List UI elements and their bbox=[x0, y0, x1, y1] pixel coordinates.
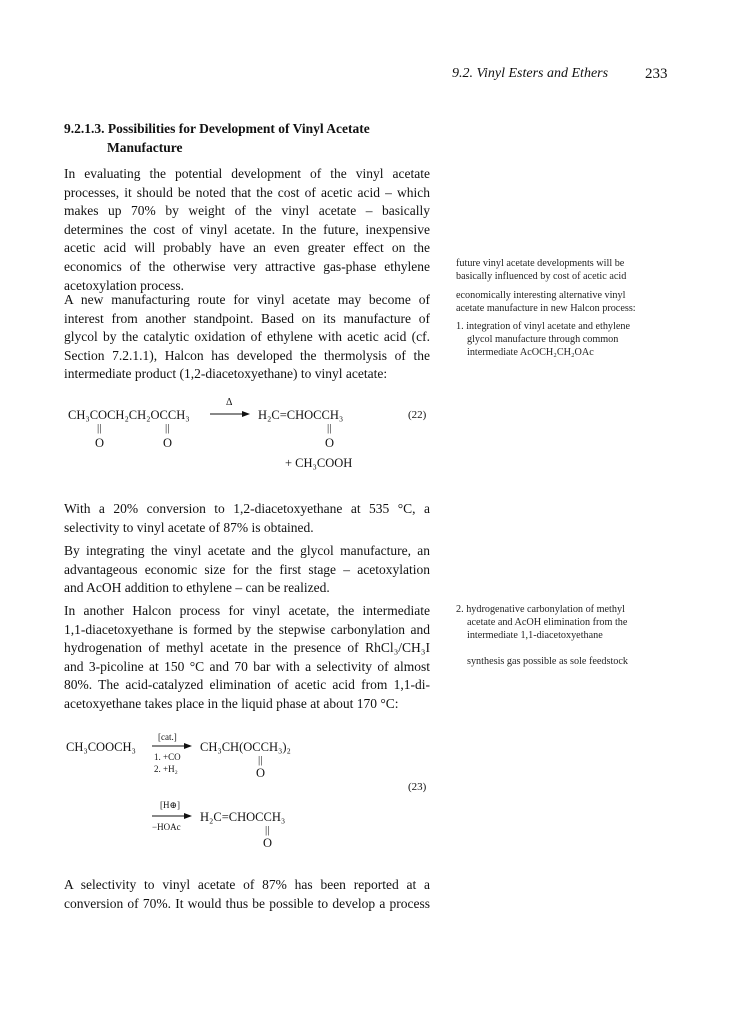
text-line: interest from another standpoint. Based on its manufacture of bbox=[64, 310, 430, 326]
text-line: In another Halcon process for vinyl acetate, the intermediate bbox=[64, 603, 430, 618]
text-line: advantageous economic size for the first stage – acetoxylation bbox=[64, 561, 430, 577]
paragraph-3 bbox=[64, 500, 430, 537]
section-heading-line1: 9.2.1.3. Possibilities for Development of Vinyl Acetate bbox=[64, 121, 370, 136]
margin-note-line: acetate manufacture in new Halcon process: bbox=[456, 303, 636, 314]
running-header: 9.2. Vinyl Esters and Ethers bbox=[452, 66, 609, 81]
eq23-number: (23) bbox=[408, 781, 427, 793]
eq23-carbonyl-o: O bbox=[256, 766, 266, 780]
text-line: determines the cost of vinyl acetate. In the future, inexpensive bbox=[64, 221, 430, 237]
paragraph-2 bbox=[64, 291, 430, 384]
text-line: A new manufacturing route for vinyl acetate may become of bbox=[64, 292, 430, 307]
margin-note-1 bbox=[456, 257, 671, 283]
margin-note-line: basically influenced by cost of acetic acid bbox=[456, 271, 627, 282]
text-line: and AcOH addition to ethylene – can be realized. bbox=[64, 580, 330, 596]
reaction-arrow bbox=[152, 810, 192, 822]
section-heading-line2: Manufacture bbox=[107, 140, 183, 155]
margin-note-line: future vinyl acetate developments will be bbox=[456, 258, 625, 269]
text-line: 1,1-diacetoxyethane is formed by the stepwise carbonylation and bbox=[64, 621, 430, 637]
text-line: makes up 70% by weight of the vinyl acetate – basically bbox=[64, 203, 430, 219]
eq23-intermediate: CH₃CH(OCCH₃)₂ bbox=[200, 740, 291, 754]
margin-note-line: 2. hydrogenative carbonylation of methyl bbox=[456, 604, 625, 615]
eq23-step1: 1. +CO bbox=[154, 752, 181, 762]
text-line: Section 7.2.1.1), Halcon has developed the thermolysis of the bbox=[64, 347, 430, 363]
text-line: 80%. The acid-catalyzed elimination of acetic acid from 1,1-di- bbox=[64, 677, 430, 693]
text-line: economics of the otherwise very attractive gas-phase ethylene bbox=[64, 258, 430, 274]
double-bond-mark: || bbox=[165, 422, 170, 434]
eq23-product: H₂C=CHOCCH₃ bbox=[200, 810, 286, 824]
margin-note-line: intermediate 1,1-diacetoxyethane bbox=[467, 630, 603, 641]
text-line: glycol by the catalytic oxidation of ethylene with acetic acid (cf. bbox=[64, 329, 430, 345]
double-bond-mark: || bbox=[97, 422, 102, 434]
paragraph-4 bbox=[64, 542, 430, 598]
text-line: selectivity to vinyl acetate of 87% is obtained. bbox=[64, 519, 314, 535]
margin-note-line: intermediate AcOCH₂CH₂OAc bbox=[467, 347, 594, 358]
eq22-carbonyl-o: O bbox=[163, 436, 173, 450]
text-line: conversion of 70%. It would thus be possible to develop a process bbox=[64, 895, 430, 911]
reaction-arrow bbox=[152, 740, 192, 752]
paragraph-6 bbox=[64, 876, 430, 913]
eq23-hoac-label: −HOAc bbox=[152, 822, 181, 832]
text-line: acetic acid will probably have an even greater effect on the bbox=[64, 240, 430, 256]
eq23-step2: 2. +H₂ bbox=[154, 764, 178, 774]
margin-note-5 bbox=[456, 655, 671, 668]
paragraph-5 bbox=[64, 602, 430, 714]
eq22-arrow-label: Δ bbox=[226, 397, 233, 408]
text-line: A selectivity to vinyl acetate of 87% has been reported at a bbox=[64, 877, 430, 892]
text-line: hydrogenation of methyl acetate in the presence of RhCl₃/CH₃I bbox=[64, 640, 430, 656]
reaction-arrow bbox=[210, 408, 250, 420]
eq22-product: H₂C=CHOCCH₃ bbox=[258, 408, 344, 422]
text-line: and 3-picoline at 150 °C and 70 bar with a selectivity of almost bbox=[64, 658, 430, 674]
margin-note-line: acetate and AcOH elimination from the bbox=[467, 617, 628, 628]
text-line: With a 20% conversion to 1,2-diacetoxyethane at 535 °C, a bbox=[64, 501, 430, 516]
margin-note-line: 1. integration of vinyl acetate and ethylene bbox=[456, 321, 630, 332]
text-line: intermediate product (1,2-diacetoxyethane) to vinyl acetate: bbox=[64, 366, 388, 382]
eq23-carbonyl-o: O bbox=[263, 836, 273, 850]
eq23-cat-label: [cat.] bbox=[158, 732, 177, 742]
margin-note-3 bbox=[456, 320, 671, 359]
eq22-reactant: CH₃COCH₂CH₂OCCH₃ bbox=[68, 408, 190, 422]
paragraph-1 bbox=[64, 165, 430, 295]
eq22-byproduct: + CH₃COOH bbox=[285, 456, 353, 470]
margin-note-line: glycol manufacture through common bbox=[467, 334, 619, 345]
eq23-acid-label: [H⊕] bbox=[160, 800, 181, 810]
double-bond-mark: || bbox=[258, 754, 263, 766]
margin-note-line: economically interesting alternative vinyl bbox=[456, 290, 626, 301]
double-bond-mark: || bbox=[265, 824, 270, 836]
text-line: acetoxyethane takes place in the liquid phase at about 170 °C: bbox=[64, 695, 399, 711]
margin-note-line: synthesis gas possible as sole feedstock bbox=[467, 656, 628, 667]
eq22-number: (22) bbox=[408, 409, 427, 421]
eq23-reactant: CH₃COOCH₃ bbox=[66, 740, 136, 754]
margin-note-4 bbox=[456, 603, 671, 642]
text-line: processes, it should be noted that the cost of acetic acid – which bbox=[64, 184, 430, 200]
text-line: In evaluating the potential development of the vinyl acetate bbox=[64, 166, 430, 181]
section-heading bbox=[64, 119, 424, 157]
text-line: By integrating the vinyl acetate and the glycol manufacture, an bbox=[64, 543, 430, 558]
margin-note-2 bbox=[456, 289, 671, 315]
text-line: acetoxylation process. bbox=[64, 277, 184, 293]
eq22-carbonyl-o: O bbox=[325, 436, 335, 450]
page-number: 233 bbox=[645, 66, 668, 82]
double-bond-mark: || bbox=[327, 422, 332, 434]
eq22-carbonyl-o: O bbox=[95, 436, 105, 450]
